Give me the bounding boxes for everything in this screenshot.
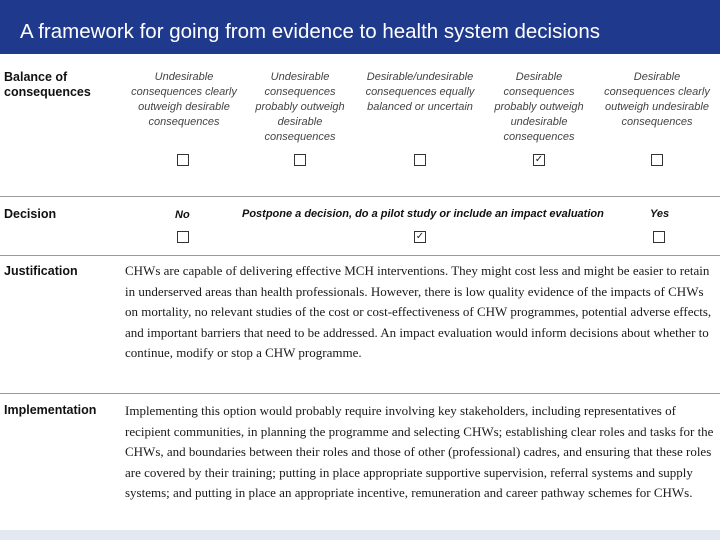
balance-option-3: Desirable/undesirable consequences equally balanced or uncertain (365, 71, 475, 113)
justification-label: Justification (4, 264, 78, 278)
balance-checkbox-5[interactable] (651, 154, 663, 166)
justification-text: CHWs are capable of delivering effective MCH interventions. They might cost less and might be easier to retain in underserved areas than health professionals. However, there is low quality evidence of the impacts of CHWs on mortality, no relevant studies of the cost or cost-effectiveness of CHW programmes, potential adverse effects, and important barriers that need to be addressed. An impact evaluation would inform decisions about whether to continue, modify or stop a CHW programme. (125, 263, 712, 360)
balance-option-2: Undesirable consequences probably outweigh desirable consequences (255, 71, 345, 143)
row-divider (0, 393, 720, 394)
decision-option-yes: Yes (650, 208, 670, 220)
balance-checkbox-3[interactable] (414, 154, 426, 166)
decision-label: Decision (4, 207, 57, 221)
balance-option-1: Undesirable consequences clearly outweigh desirable consequences (131, 71, 237, 128)
row-divider (0, 255, 720, 256)
decision-option-no: No (175, 209, 190, 221)
balance-checkbox-1[interactable] (177, 154, 189, 166)
balance-label: Balance of consequences (4, 70, 91, 99)
balance-option-4: Desirable consequences probably outweigh undesirable consequences (494, 71, 584, 143)
decision-checkbox-postpone[interactable]: ✓ (415, 231, 425, 242)
row-divider (0, 196, 720, 197)
balance-option-5: Desirable consequences clearly outweigh undesirable consequences (604, 71, 710, 128)
balance-checkbox-4[interactable]: ✓ (534, 154, 544, 165)
decision-checkbox-yes[interactable] (653, 231, 665, 243)
balance-checkbox-2[interactable] (294, 154, 306, 166)
decision-checkbox-no[interactable] (177, 231, 189, 243)
slide-title: A framework for going from evidence to health system decisions (20, 20, 600, 43)
implementation-label: Implementation (4, 403, 97, 417)
slide-title-bar (0, 0, 720, 54)
implementation-text: Implementing this option would probably require involving key stakeholders, including representatives of recipient communities, in planning the programme and selecting CHWs; establishing clear roles and tasks for the CHWs, and boundaries between their roles and those of other (professional) cadres, and ensuring that these roles are covered by their training; putting in place appropriate supportive supervision, referral systems and supply systems; and putting in place an appropriate incentive, remuneration and career pathway schemes for CHWs. (125, 403, 714, 500)
evidence-to-decision-table (0, 62, 720, 530)
slide-footer-strip (0, 530, 720, 540)
decision-option-postpone: Postpone a decision, do a pilot study or include an impact evaluation (242, 208, 604, 220)
